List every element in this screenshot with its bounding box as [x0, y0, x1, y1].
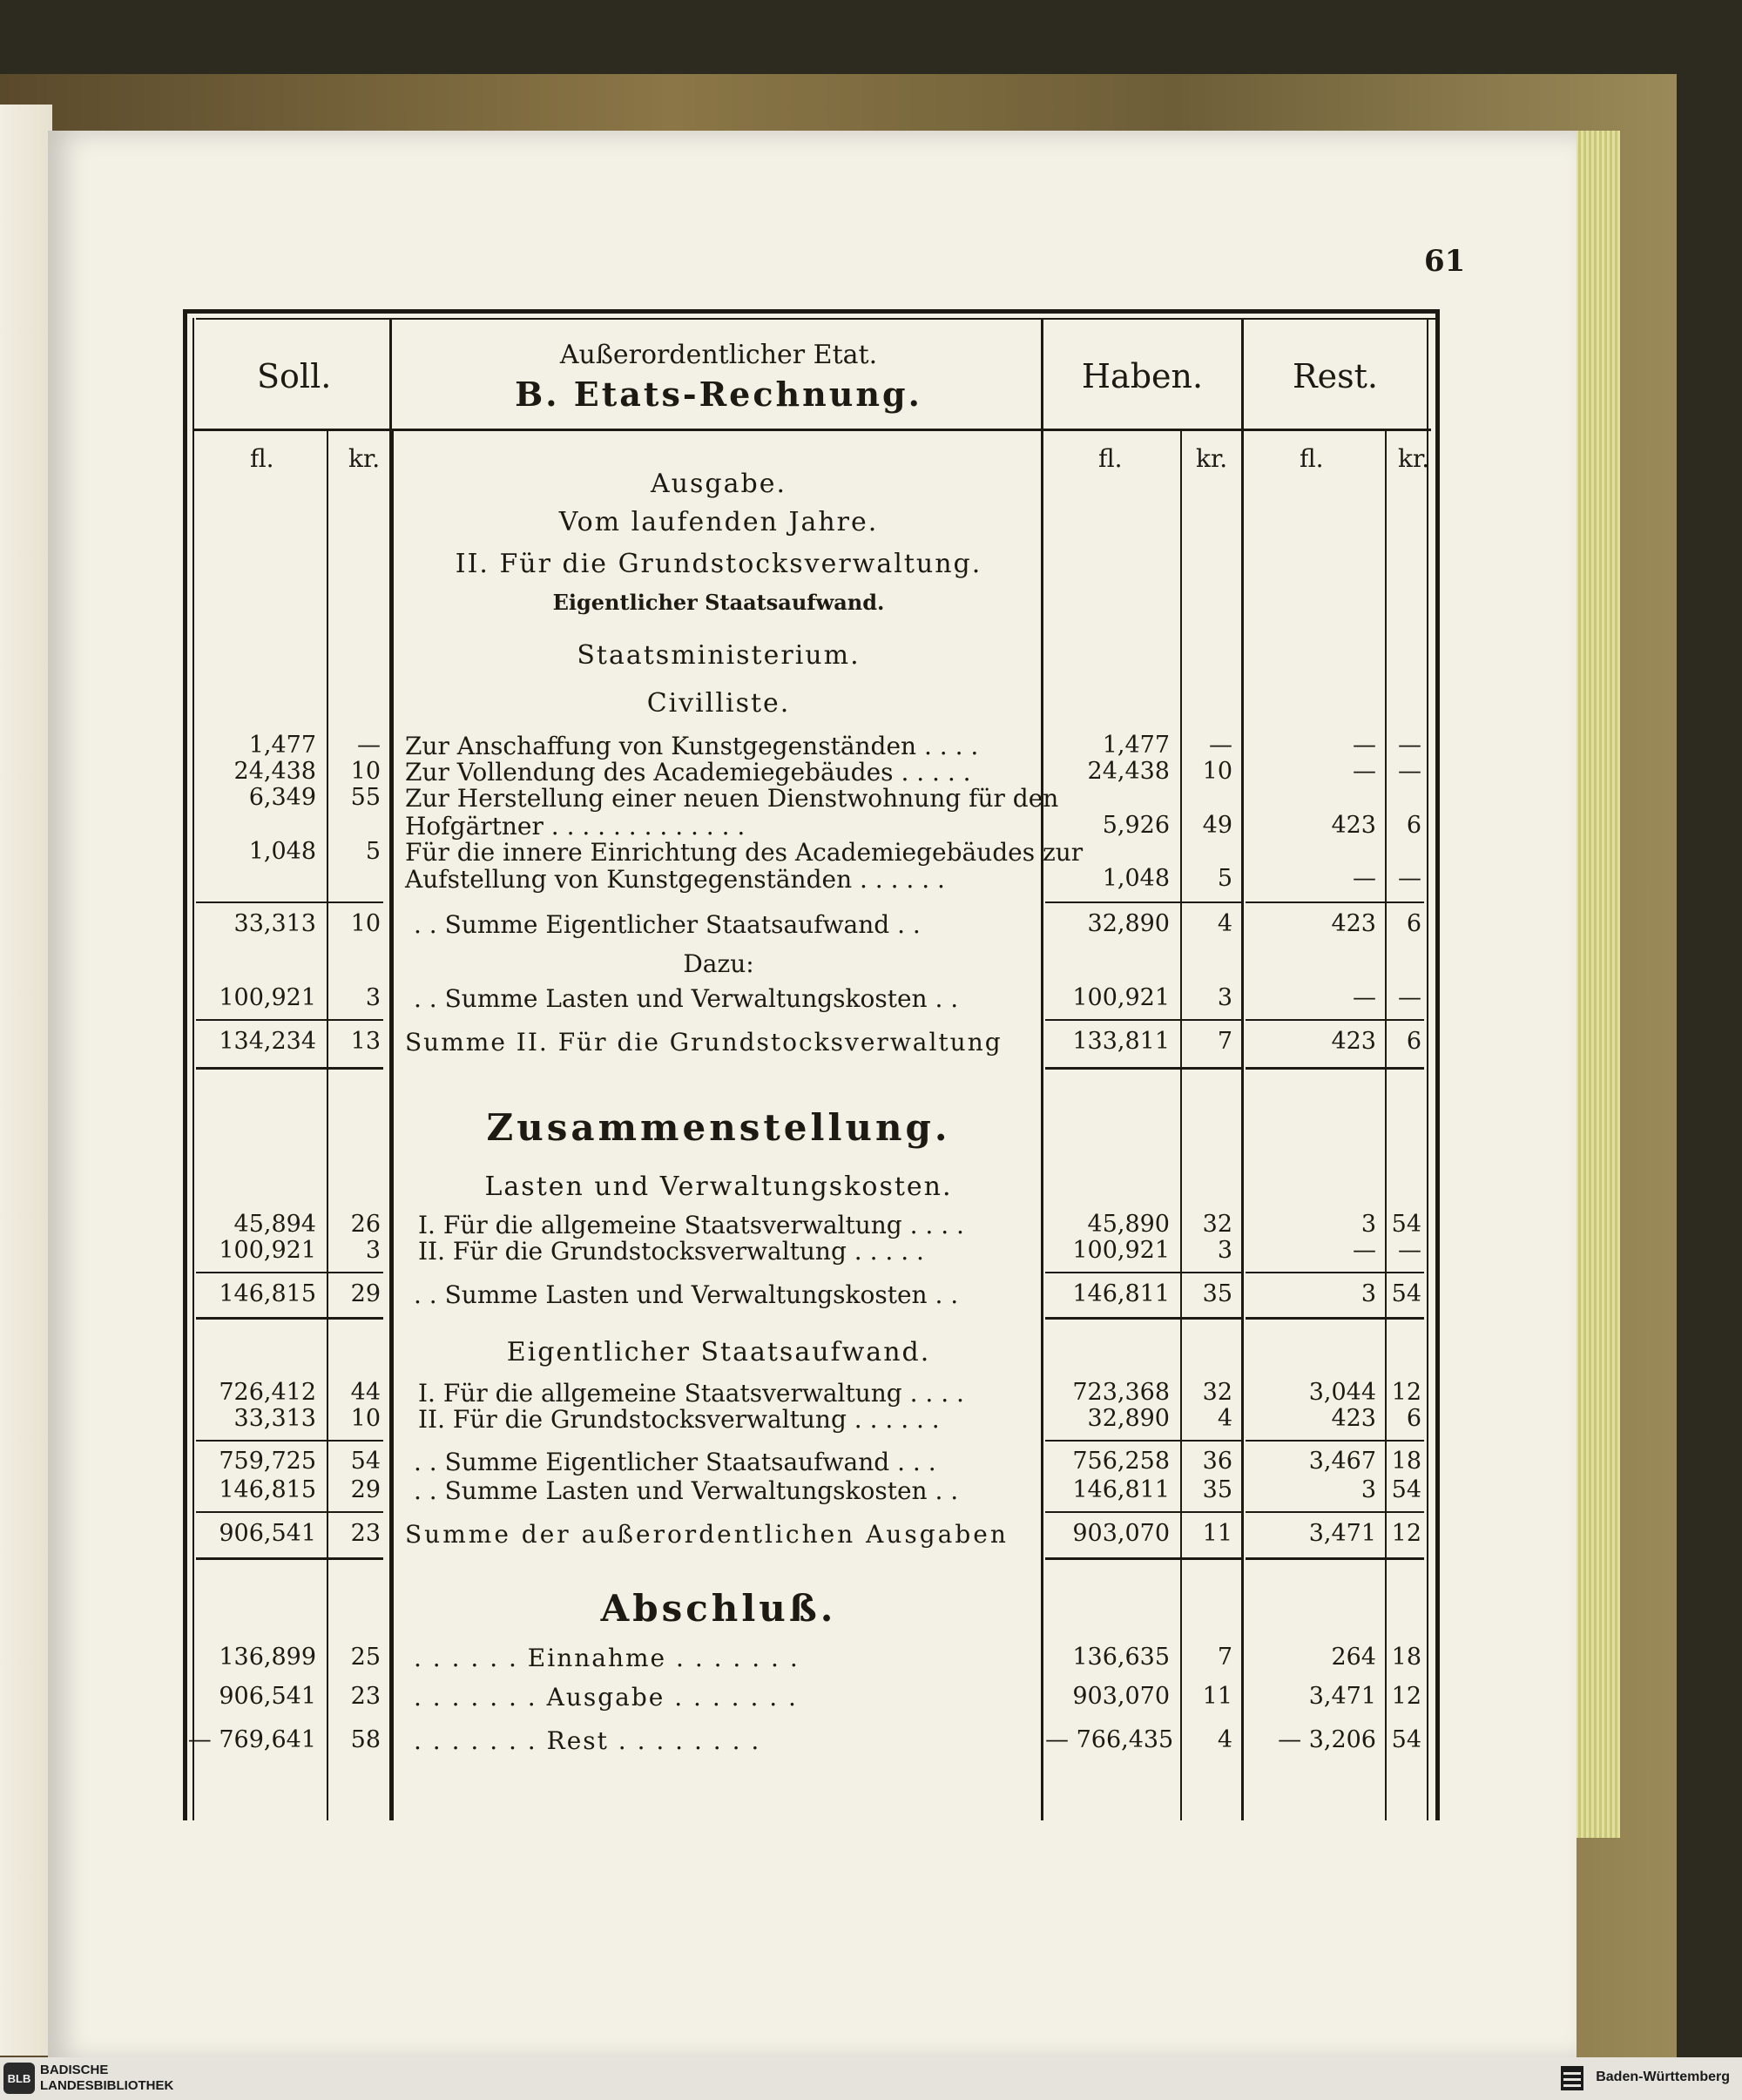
heading-eigentlicher: Eigentlicher Staatsaufwand. — [552, 590, 885, 615]
table-row-soll-kr: 3 — [365, 1237, 381, 1264]
blb-name — [40, 2063, 173, 2094]
sum-rule-haben — [1045, 1067, 1241, 1070]
table-row-rest-kr: — — [1398, 732, 1421, 759]
sum-rule-soll — [196, 1272, 383, 1273]
table-row-soll-fl: 45,894 — [233, 1211, 316, 1238]
table-row-haben-fl: 32,890 — [1087, 910, 1170, 937]
table-row-soll-fl: 146,815 — [219, 1476, 316, 1503]
table-row-soll-fl: 134,234 — [219, 1028, 316, 1055]
table-row-haben-fl: 24,438 — [1087, 758, 1170, 785]
table-row-soll-fl: 136,899 — [219, 1644, 316, 1671]
table-row-desc: . . . . . . Einnahme . . . . . . . — [414, 1644, 800, 1672]
table-row-desc: I. Für die allgemeine Staatsverwaltung . . . . — [418, 1211, 964, 1239]
table-row-desc: I. Für die allgemeine Staatsverwaltung . . . . — [418, 1379, 964, 1408]
table-row-rest-kr: — — [1398, 758, 1421, 785]
sum-rule-soll — [196, 1019, 383, 1021]
table-row-soll-fl: 100,921 — [219, 984, 316, 1011]
sum-rule-haben — [1045, 1557, 1241, 1560]
table-row-soll-kr: 29 — [350, 1476, 381, 1503]
sum-rule-soll — [196, 1511, 383, 1513]
table-row-soll-kr: 23 — [350, 1683, 381, 1710]
table-row-rest-fl: — — [1353, 758, 1376, 785]
table-row-haben-fl: 903,070 — [1072, 1520, 1170, 1547]
table-row-haben-fl: 146,811 — [1072, 1280, 1170, 1307]
table-row-haben-fl: 903,070 — [1072, 1683, 1170, 1710]
table-row-rest-kr: — — [1398, 1237, 1421, 1264]
table-row-rest-kr: 6 — [1406, 812, 1421, 839]
table-row-rest-fl: 264 — [1331, 1644, 1376, 1671]
unit-soll-kr: kr. — [348, 444, 381, 473]
table-row-soll-fl: 759,725 — [219, 1448, 316, 1475]
table-row-rest-fl: — — [1353, 732, 1376, 759]
table-row-soll-kr: 10 — [350, 1405, 381, 1432]
sum-rule-soll — [196, 1317, 383, 1320]
haben-rest-divider — [1241, 318, 1244, 1820]
table-row-desc: . . Summe Lasten und Verwaltungskosten . . — [414, 1280, 959, 1309]
table-row-rest-fl: 423 — [1331, 1028, 1376, 1055]
unit-haben-fl: fl. — [1098, 444, 1123, 473]
sum-rule-haben — [1045, 1272, 1241, 1273]
table-row-haben-fl: 133,811 — [1072, 1028, 1170, 1055]
table-row-rest-fl: 423 — [1331, 812, 1376, 839]
heading-lasten: Lasten und Verwaltungskosten. — [484, 1172, 953, 1202]
header-title-line2: B. Etats-Rechnung. — [515, 375, 922, 414]
table-row-haben-kr: 32 — [1202, 1379, 1232, 1406]
heading-zusammenstellung: Zusammenstellung. — [486, 1106, 951, 1149]
table-row-rest-fl: 3 — [1361, 1476, 1376, 1503]
table-row-haben-kr: 11 — [1202, 1520, 1232, 1547]
table-row-haben-kr: 49 — [1202, 812, 1232, 839]
table-row-desc: Zur Herstellung einer neuen Dienstwohnung für den — [405, 784, 1059, 813]
unit-soll-fl: fl. — [250, 444, 274, 473]
table-row-desc: . . Summe Lasten und Verwaltungskosten . . — [414, 1476, 959, 1505]
table-row-haben-fl: 5,926 — [1102, 812, 1170, 839]
table-row-rest-kr: — — [1398, 865, 1421, 892]
heading-staatsministerium: Staatsministerium. — [577, 640, 861, 671]
heading-grundstock: II. Für die Grundstocksverwaltung. — [455, 549, 982, 579]
table-row-soll-kr: 23 — [350, 1520, 381, 1547]
table-row-haben-fl: 1,477 — [1102, 732, 1170, 759]
table-row-rest-fl: 3,471 — [1308, 1683, 1376, 1710]
table-row-haben-kr: 7 — [1217, 1644, 1232, 1671]
heading-eigentlicher-2: Eigentlicher Staatsaufwand. — [506, 1337, 931, 1367]
table-row-desc: . . Summe Eigentlicher Staatsaufwand . . . — [414, 1448, 936, 1476]
table-row-haben-kr: 3 — [1217, 1237, 1232, 1264]
sum-rule-rest — [1246, 1317, 1424, 1320]
table-row-haben-fl: 136,635 — [1072, 1644, 1170, 1671]
sum-rule-rest — [1246, 1272, 1424, 1273]
table-row-haben-fl: 1,048 — [1102, 865, 1170, 892]
table-row-desc: II. Für die Grundstocksverwaltung . . . . . . — [418, 1405, 940, 1434]
table-row-desc-cont: Hofgärtner . . . . . . . . . . . . . — [405, 812, 746, 841]
table-row-haben-kr: 36 — [1202, 1448, 1232, 1475]
blb-line1: BADISCHE — [40, 2063, 109, 2077]
table-row-rest-kr: 6 — [1406, 1405, 1421, 1432]
sum-rule-haben — [1045, 1317, 1241, 1320]
table-right-border-inner — [1427, 318, 1428, 1820]
table-top-rule — [183, 309, 1440, 314]
table-row-haben-kr: 11 — [1202, 1683, 1232, 1710]
table-row-rest-kr: 54 — [1391, 1476, 1421, 1503]
table-row-rest-kr: 54 — [1391, 1280, 1421, 1307]
table-row-haben-fl: 100,921 — [1072, 1237, 1170, 1264]
table-row-soll-kr: 13 — [350, 1028, 381, 1055]
table-row-rest-fl: — — [1353, 865, 1376, 892]
table-row-haben-kr: 7 — [1217, 1028, 1232, 1055]
table-top-rule-inner — [196, 318, 1440, 320]
table-row-desc: Summe der außerordentlichen Ausgaben — [405, 1520, 1009, 1549]
table-row-desc: Zur Anschaffung von Kunstgegenständen . . . . — [405, 732, 979, 760]
soll-kr-divider — [327, 431, 328, 1820]
ledger-page — [48, 131, 1577, 2063]
header-soll: Soll. — [257, 357, 332, 395]
sum-rule-soll — [196, 901, 383, 903]
heading-abschluss: Abschluß. — [600, 1587, 837, 1630]
table-row-soll-fl: — 769,641 — [187, 1726, 316, 1753]
table-row-haben-kr: 35 — [1202, 1280, 1232, 1307]
table-row-soll-fl: 146,815 — [219, 1280, 316, 1307]
table-row-soll-fl: 906,541 — [219, 1683, 316, 1710]
table-row-desc: Für die innere Einrichtung des Academiegebäudes zur — [405, 838, 1084, 867]
unit-haben-kr: kr. — [1196, 444, 1228, 473]
table-row-rest-kr: 54 — [1391, 1211, 1421, 1238]
table-row-rest-kr: — — [1398, 984, 1421, 1011]
table-row-desc: Summe II. Für die Grundstocksverwaltung — [405, 1028, 1003, 1057]
rest-kr-divider — [1385, 431, 1387, 1820]
table-row-soll-kr: 10 — [350, 758, 381, 785]
table-row-soll-fl: 1,477 — [248, 732, 316, 759]
table-row-soll-kr: 5 — [365, 838, 381, 865]
table-row-haben-fl: — 766,435 — [1045, 1726, 1174, 1753]
table-row-desc: . . Summe Eigentlicher Staatsaufwand . . — [414, 910, 921, 939]
table-row-haben-kr: 4 — [1217, 910, 1232, 937]
table-row-haben-fl: 723,368 — [1072, 1379, 1170, 1406]
blb-logo: BLB — [3, 2063, 35, 2094]
table-row-desc: . . . . . . . Rest . . . . . . . . — [414, 1726, 761, 1755]
heading-ausgabe: Ausgabe. — [651, 469, 787, 499]
table-row-desc: . . . . . . . Ausgabe . . . . . . . — [414, 1683, 798, 1712]
table-row-rest-kr: 18 — [1391, 1448, 1421, 1475]
table-row-desc: II. Für die Grundstocksverwaltung . . . . . — [418, 1237, 924, 1266]
table-row-rest-kr: 12 — [1391, 1379, 1421, 1406]
table-row-soll-kr: 54 — [350, 1448, 381, 1475]
sum-rule-soll — [196, 1557, 383, 1560]
sum-rule-soll — [196, 1440, 383, 1442]
table-row-rest-fl: — — [1353, 1237, 1376, 1264]
sum-rule-rest — [1246, 1440, 1424, 1442]
table-row-soll-kr: — — [357, 732, 381, 759]
table-row-soll-kr: 55 — [350, 784, 381, 811]
table-row-haben-kr: 4 — [1217, 1405, 1232, 1432]
facing-page-edge — [0, 105, 52, 2056]
table-row-soll-kr: 44 — [350, 1379, 381, 1406]
table-row-rest-kr: 12 — [1391, 1683, 1421, 1710]
table-row-rest-fl: 3 — [1361, 1211, 1376, 1238]
table-row-rest-fl: 3,471 — [1308, 1520, 1376, 1547]
haben-kr-divider — [1180, 431, 1182, 1820]
sum-rule-haben — [1045, 901, 1241, 903]
table-row-haben-kr: 3 — [1217, 984, 1232, 1011]
table-row-rest-kr: 18 — [1391, 1644, 1421, 1671]
table-row-haben-fl: 146,811 — [1072, 1476, 1170, 1503]
sum-rule-rest — [1246, 1019, 1424, 1021]
table-row-soll-kr: 26 — [350, 1211, 381, 1238]
table-row-haben-kr: 5 — [1217, 865, 1232, 892]
desc-haben-divider — [1041, 318, 1043, 1820]
table-row-haben-kr: 35 — [1202, 1476, 1232, 1503]
table-row-rest-fl: 3 — [1361, 1280, 1376, 1307]
heading-civilliste: Civilliste. — [646, 688, 791, 719]
sum-rule-soll — [196, 1067, 383, 1070]
bw-label: Baden-Württemberg — [1596, 2070, 1730, 2084]
heading-vom-laufenden: Vom laufenden Jahre. — [558, 507, 879, 537]
table-row-rest-fl: 423 — [1331, 910, 1376, 937]
page-number: 61 — [1424, 244, 1466, 279]
header-rule — [194, 429, 1431, 431]
table-row-haben-fl: 100,921 — [1072, 984, 1170, 1011]
table-row-soll-fl: 6,349 — [248, 784, 316, 811]
table-row-rest-kr: 6 — [1406, 910, 1421, 937]
table-row-soll-fl: 24,438 — [233, 758, 316, 785]
header-title-line1: Außerordentlicher Etat. — [559, 340, 878, 370]
table-row-soll-fl: 906,541 — [219, 1520, 316, 1547]
table-row-soll-fl: 1,048 — [248, 838, 316, 865]
soll-desc-divider — [389, 318, 392, 1820]
viewer-footer — [0, 2057, 1742, 2100]
table-row-rest-kr: 12 — [1391, 1520, 1421, 1547]
unit-rest-fl: fl. — [1300, 444, 1324, 473]
table-left-border — [183, 309, 187, 1820]
header-haben: Haben. — [1081, 357, 1204, 395]
sum-rule-rest — [1246, 1067, 1424, 1070]
table-row-soll-fl: 33,313 — [233, 910, 316, 937]
table-row-haben-kr: — — [1209, 732, 1232, 759]
table-row-rest-fl: — 3,206 — [1278, 1726, 1376, 1753]
blb-line2: LANDESBIBLIOTHEK — [40, 2078, 174, 2093]
table-row-rest-fl: 3,044 — [1308, 1379, 1376, 1406]
table-row-rest-fl: 3,467 — [1308, 1448, 1376, 1475]
table-row-soll-kr: 25 — [350, 1644, 381, 1671]
sum-rule-rest — [1246, 901, 1424, 903]
table-row-desc-cont: Aufstellung von Kunstgegenständen . . . . . . — [405, 865, 945, 894]
table-right-border — [1435, 309, 1440, 1820]
table-row-haben-kr: 10 — [1202, 758, 1232, 785]
table-row-haben-fl: 32,890 — [1087, 1405, 1170, 1432]
table-row-desc: . . Summe Lasten und Verwaltungskosten . . — [414, 984, 959, 1013]
table-row-soll-kr: 10 — [350, 910, 381, 937]
table-row-haben-fl: 45,890 — [1087, 1211, 1170, 1238]
sum-rule-rest — [1246, 1557, 1424, 1560]
table-row-rest-fl: 423 — [1331, 1405, 1376, 1432]
soll-fl-kr-divider — [392, 431, 394, 1820]
sum-rule-rest — [1246, 1511, 1424, 1513]
bw-coat-of-arms-icon — [1559, 2064, 1585, 2092]
table-row-haben-kr: 4 — [1217, 1726, 1232, 1753]
sum-rule-haben — [1045, 1440, 1241, 1442]
table-row-soll-fl: 100,921 — [219, 1237, 316, 1264]
table-row-haben-kr: 32 — [1202, 1211, 1232, 1238]
table-row-rest-kr: 54 — [1391, 1726, 1421, 1753]
table-row-soll-kr: 3 — [365, 984, 381, 1011]
table-row-rest-kr: 6 — [1406, 1028, 1421, 1055]
sum-rule-haben — [1045, 1511, 1241, 1513]
table-row-haben-fl: 756,258 — [1072, 1448, 1170, 1475]
table-row-rest-fl: — — [1353, 984, 1376, 1011]
header-rest: Rest. — [1293, 357, 1378, 395]
unit-rest-kr: kr. — [1398, 444, 1430, 473]
table-row-desc: Zur Vollendung des Academiegebäudes . . . . . — [405, 758, 971, 787]
table-left-border-inner — [192, 318, 194, 1820]
heading-dazu: Dazu: — [683, 949, 754, 978]
table-row-soll-fl: 726,412 — [219, 1379, 316, 1406]
table-row-soll-kr: 58 — [350, 1726, 381, 1753]
table-row-soll-kr: 29 — [350, 1280, 381, 1307]
sum-rule-haben — [1045, 1019, 1241, 1021]
table-row-soll-fl: 33,313 — [233, 1405, 316, 1432]
